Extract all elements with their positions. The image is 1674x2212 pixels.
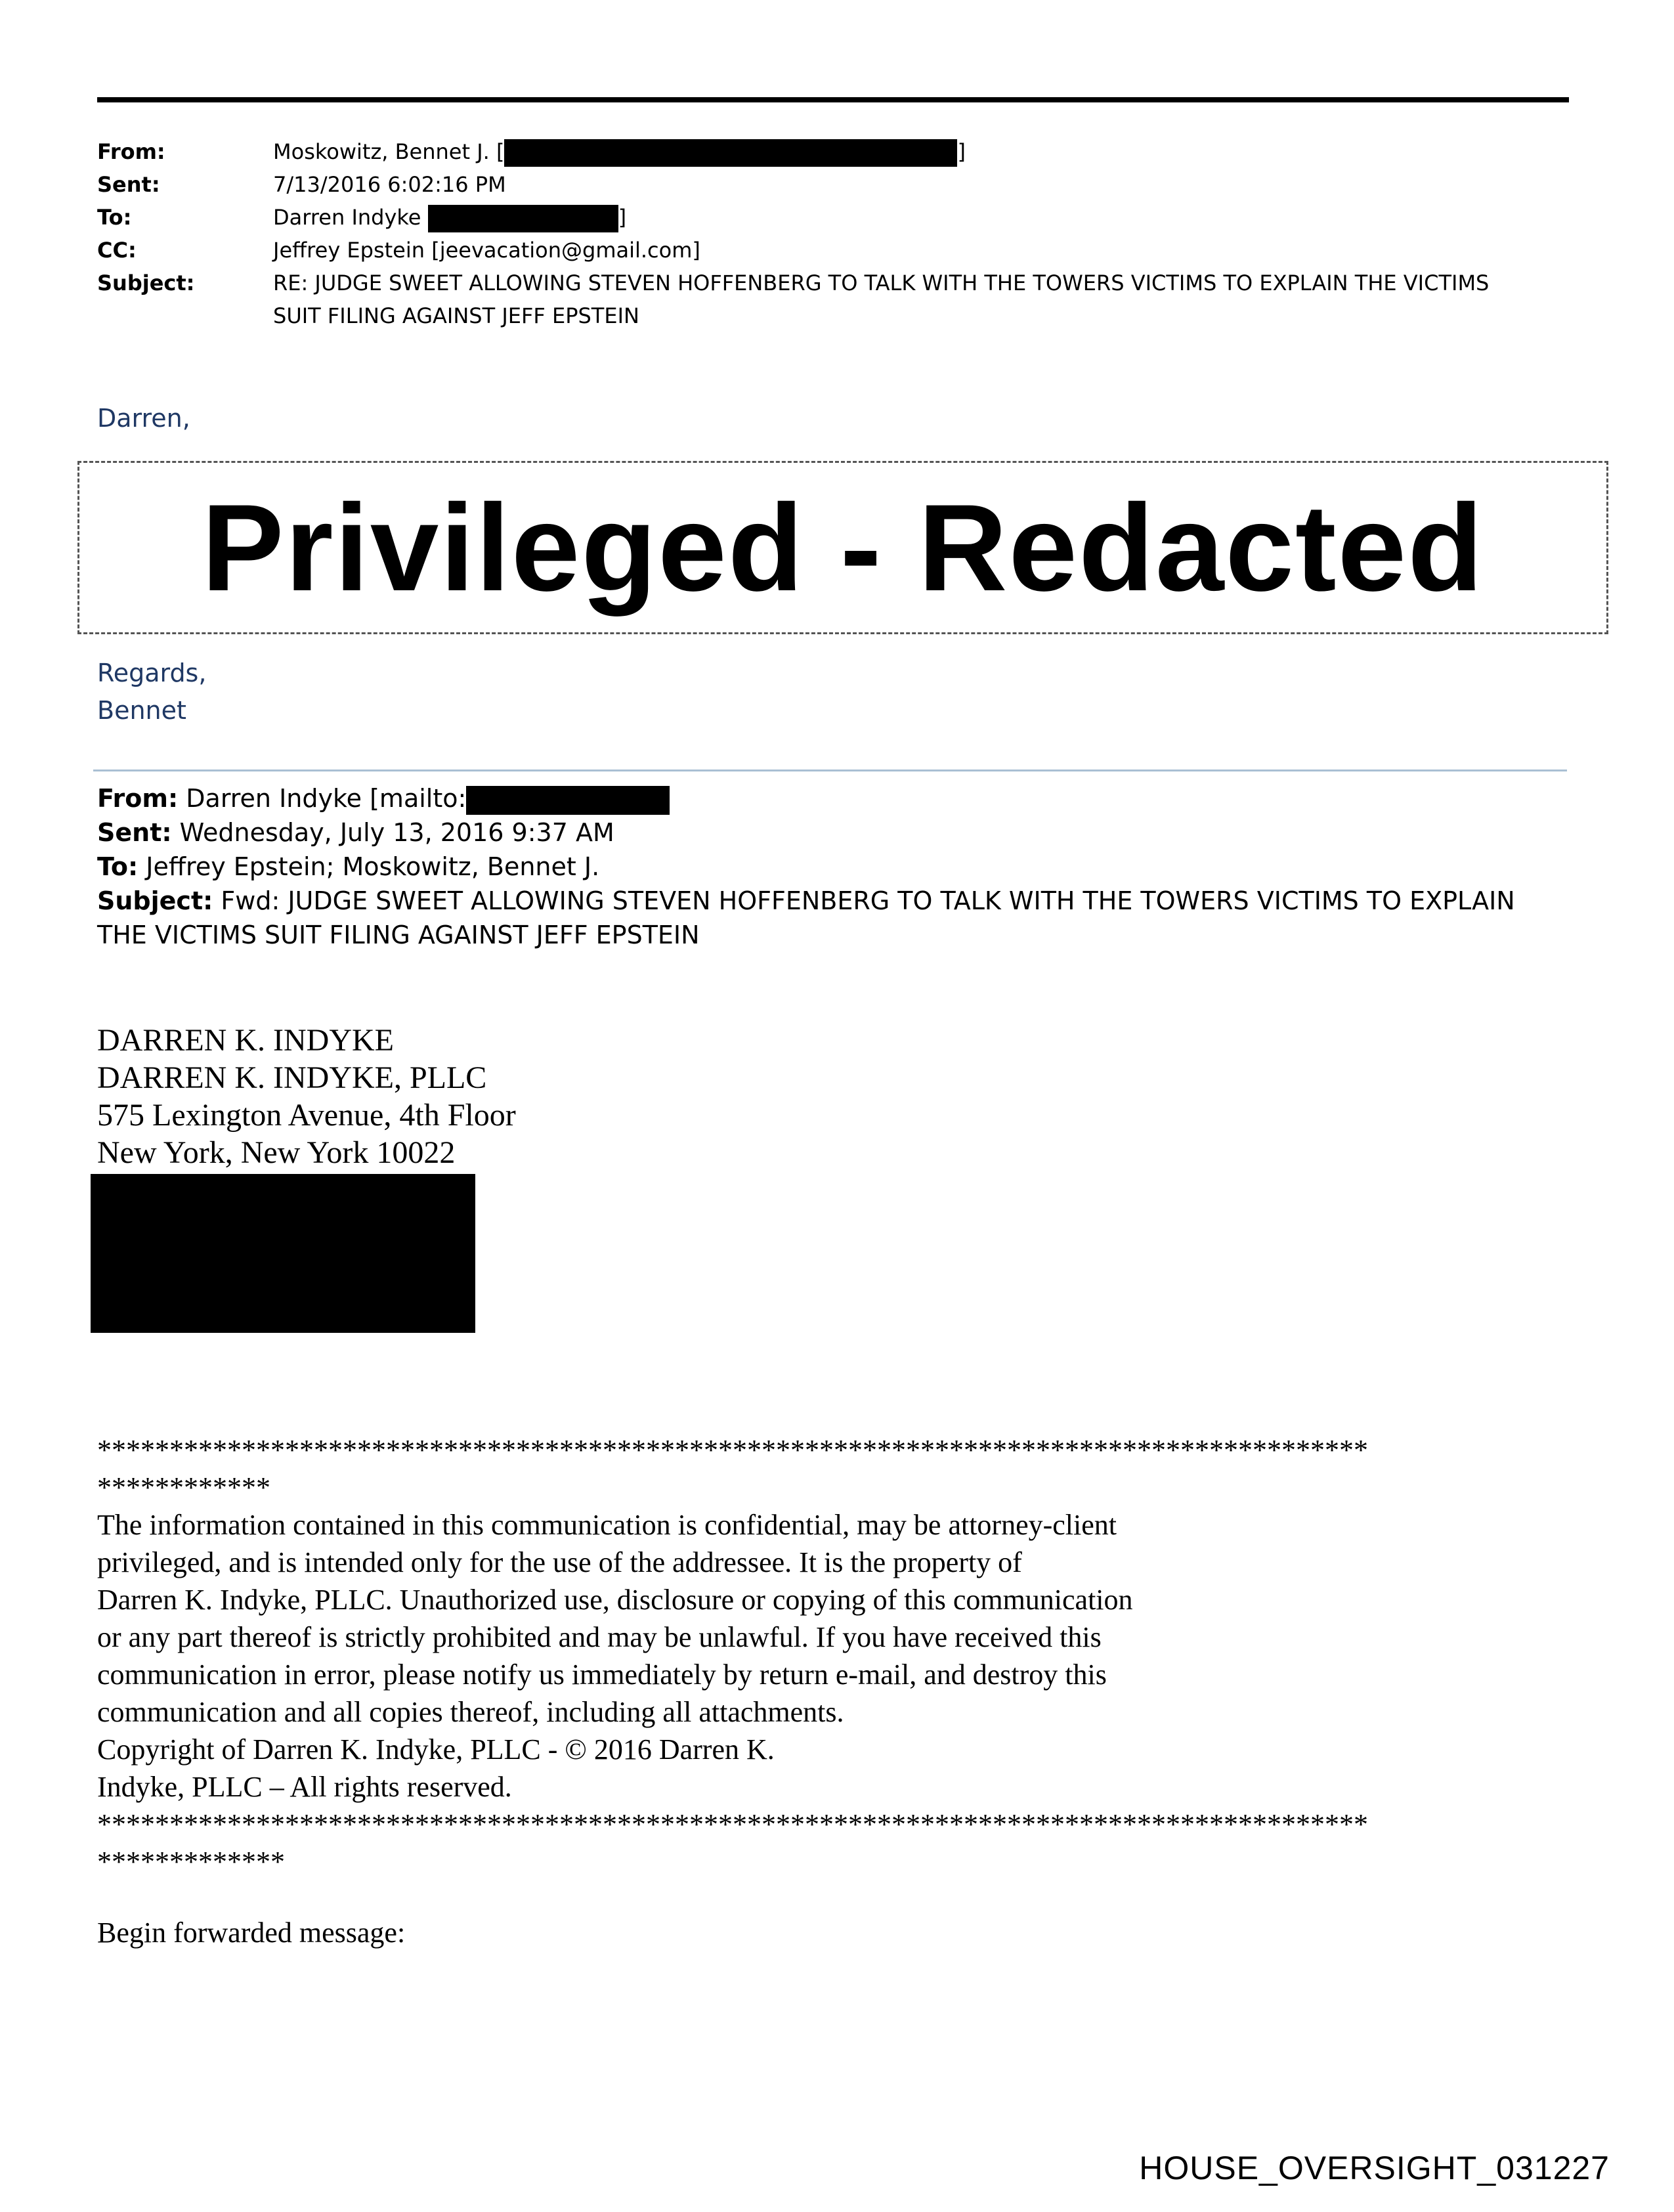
fwd-sent-label: Sent:	[97, 818, 172, 847]
fwd-to-label: To:	[97, 852, 139, 881]
stars-top-2: ************	[97, 1471, 270, 1504]
sig-firm: DARREN K. INDYKE, PLLC	[97, 1060, 487, 1095]
fwd-subject-row	[97, 884, 1515, 918]
privileged-stamp: Privileged - Redacted	[202, 479, 1484, 617]
disclaimer-line: Indyke, PLLC – All rights reserved.	[97, 1771, 512, 1803]
fwd-to-row	[97, 850, 599, 884]
to-label: To:	[97, 205, 132, 230]
sig-address-1: 575 Lexington Avenue, 4th Floor	[97, 1098, 516, 1133]
fwd-from-value: Darren Indyke [mailto:	[186, 784, 467, 813]
disclaimer-line: The information contained in this communication is confidential, may be attorney-client	[97, 1509, 1117, 1541]
disclaimer-line: communication and all copies thereof, including all attachments.	[97, 1696, 844, 1728]
subject-line-2: SUIT FILING AGAINST JEFF EPSTEIN	[273, 303, 639, 328]
to-name: Darren Indyke	[273, 205, 421, 230]
fwd-to-value: Jeffrey Epstein; Moskowitz, Bennet J.	[146, 852, 600, 881]
fwd-from-label: From:	[97, 784, 179, 813]
sig-name: DARREN K. INDYKE	[97, 1023, 394, 1058]
from-close: ]	[957, 139, 966, 164]
to-close: ]	[618, 205, 627, 230]
forward-separator	[93, 770, 1567, 771]
from-label: From:	[97, 139, 165, 164]
redaction-box	[91, 1174, 475, 1333]
fwd-subject-line-2: THE VICTIMS SUIT FILING AGAINST JEFF EPSTEIN	[97, 921, 700, 949]
cc-label: CC:	[97, 238, 137, 263]
redaction-box	[428, 205, 618, 232]
sent-value: 7/13/2016 6:02:16 PM	[273, 172, 506, 197]
fwd-subject-row-2	[97, 918, 700, 952]
from-name: Moskowitz, Bennet J. [	[273, 139, 505, 164]
stars-bottom-1: ****************************************************************************************	[97, 1808, 1368, 1840]
disclaimer-line: Darren K. Indyke, PLLC. Unauthorized use, disclosure or copying of this communication	[97, 1584, 1133, 1616]
greeting: Darren,	[97, 404, 190, 433]
top-rule	[97, 97, 1569, 102]
disclaimer-line: communication in error, please notify us immediately by return e-mail, and destroy this	[97, 1659, 1107, 1691]
bates-number: HOUSE_OVERSIGHT_031227	[1139, 2150, 1610, 2186]
cc-value: Jeffrey Epstein [jeevacation@gmail.com]	[273, 238, 700, 263]
disclaimer-line: or any part thereof is strictly prohibited and may be unlawful. If you have received this	[97, 1621, 1102, 1653]
closing: Regards,	[97, 659, 207, 687]
forwarded-intro: Begin forwarded message:	[97, 1917, 406, 1949]
to-value	[273, 201, 626, 234]
sent-label: Sent:	[97, 172, 160, 197]
privileged-redaction-box	[77, 461, 1608, 634]
disclaimer-line: Copyright of Darren K. Indyke, PLLC - © 2016 Darren K.	[97, 1733, 775, 1766]
disclaimer-line: privileged, and is intended only for the use of the addressee. It is the property of	[97, 1546, 1022, 1578]
fwd-subject-line-1: Fwd: JUDGE SWEET ALLOWING STEVEN HOFFENBERG TO TALK WITH THE TOWERS VICTIMS TO EXPLAIN	[221, 886, 1515, 915]
fwd-subject-label: Subject:	[97, 886, 213, 915]
redaction-box	[466, 786, 670, 815]
from-value	[273, 135, 966, 168]
signature-name: Bennet	[97, 696, 186, 725]
redaction-box	[504, 139, 957, 167]
fwd-sent-row	[97, 815, 614, 850]
fwd-sent-value: Wednesday, July 13, 2016 9:37 AM	[179, 818, 614, 847]
sig-address-2: New York, New York 10022	[97, 1135, 456, 1170]
stars-top-1: ****************************************************************************************	[97, 1434, 1368, 1466]
stars-bottom-2: *************	[97, 1846, 285, 1878]
subject-label: Subject:	[97, 271, 195, 295]
subject-line-1: RE: JUDGE SWEET ALLOWING STEVEN HOFFENBERG TO TALK WITH THE TOWERS VICTIMS TO EXPLAIN THE VICTIMS	[273, 271, 1490, 295]
fwd-from-row	[97, 781, 670, 815]
